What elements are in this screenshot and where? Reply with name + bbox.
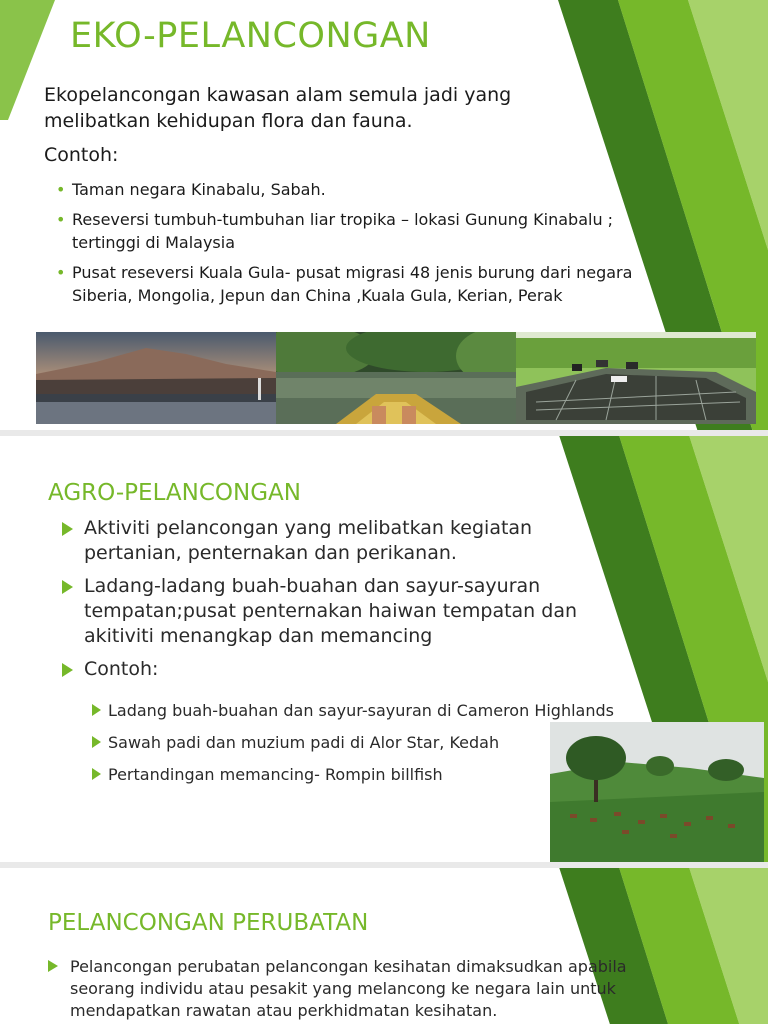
list-item: • Pusat reseversi Kuala Gula- pusat migrasi 48 jenis burung dari negara Siberia, Mongolia, Jepun dan China ,Kuala Gula, Kerian, Perak — [56, 263, 633, 305]
mountain-photo — [36, 332, 276, 424]
triangle-bullet-icon — [48, 960, 58, 972]
slide-pelancongan-perubatan — [0, 864, 768, 1024]
triangle-bullet-icon — [62, 663, 73, 677]
list-item: • Taman negara Kinabalu, Sabah. — [56, 180, 326, 199]
medical-tourism-text: Pelancongan perubatan pelancongan kesihatan dimaksudkan apabila seorang individu atau pesakit yang melancong ke negara lain untuk mendapatkan rawatan atau perkhidmatan kesihatan. — [48, 956, 650, 1022]
list-item: Aktiviti pelancongan yang melibatkan kegiatan pertanian, penternakan dan perikanan. — [62, 516, 622, 566]
list-item: • Reseversi tumbuh-tumbuhan liar tropika – lokasi Gunung Kinabalu ; tertinggi di Malaysia — [56, 210, 614, 252]
list-item: Ladang-ladang buah-buahan dan sayur-sayuran tempatan;pusat penternakan haiwan tempatan dan akitiviti menangkap dan memancing — [62, 574, 622, 649]
list-item: Contoh: — [62, 657, 622, 682]
pasture-photo — [550, 722, 764, 864]
example-label: Contoh: — [44, 144, 119, 166]
triangle-bullet-icon — [62, 522, 73, 536]
list-item: Ladang buah-buahan dan sayur-sayuran di Cameron Highlands — [92, 700, 652, 722]
bullet-icon: • — [56, 210, 66, 229]
river-raft-photo — [276, 332, 516, 424]
agro-list — [62, 516, 622, 690]
slide-divider — [0, 862, 768, 868]
photo-strip — [36, 332, 756, 424]
triangle-bullet-icon — [92, 768, 101, 780]
slide-agro-pelancongan — [0, 432, 768, 864]
slide-title: AGRO-PELANCONGAN — [48, 480, 301, 506]
example-list — [56, 178, 636, 314]
intro-text: Ekopelancongan kawasan alam semula jadi yang melibatkan kehidupan flora dan fauna. — [44, 84, 512, 132]
list-item: Pertandingan memancing- Rompin billfish — [92, 764, 652, 786]
slide-title: PELANCONGAN PERUBATAN — [48, 910, 369, 936]
triangle-bullet-icon — [92, 704, 101, 716]
slide-title: EKO-PELANCONGAN — [70, 16, 431, 56]
triangle-bullet-icon — [62, 580, 73, 594]
list-item: Sawah padi dan muzium padi di Alor Star, Kedah — [92, 732, 652, 754]
bullet-icon: • — [56, 263, 66, 282]
triangle-bullet-icon — [92, 736, 101, 748]
bullet-icon: • — [56, 180, 66, 199]
farm-field-photo — [516, 332, 756, 424]
slide-divider — [0, 430, 768, 436]
slide-eko-pelancongan — [0, 0, 768, 432]
